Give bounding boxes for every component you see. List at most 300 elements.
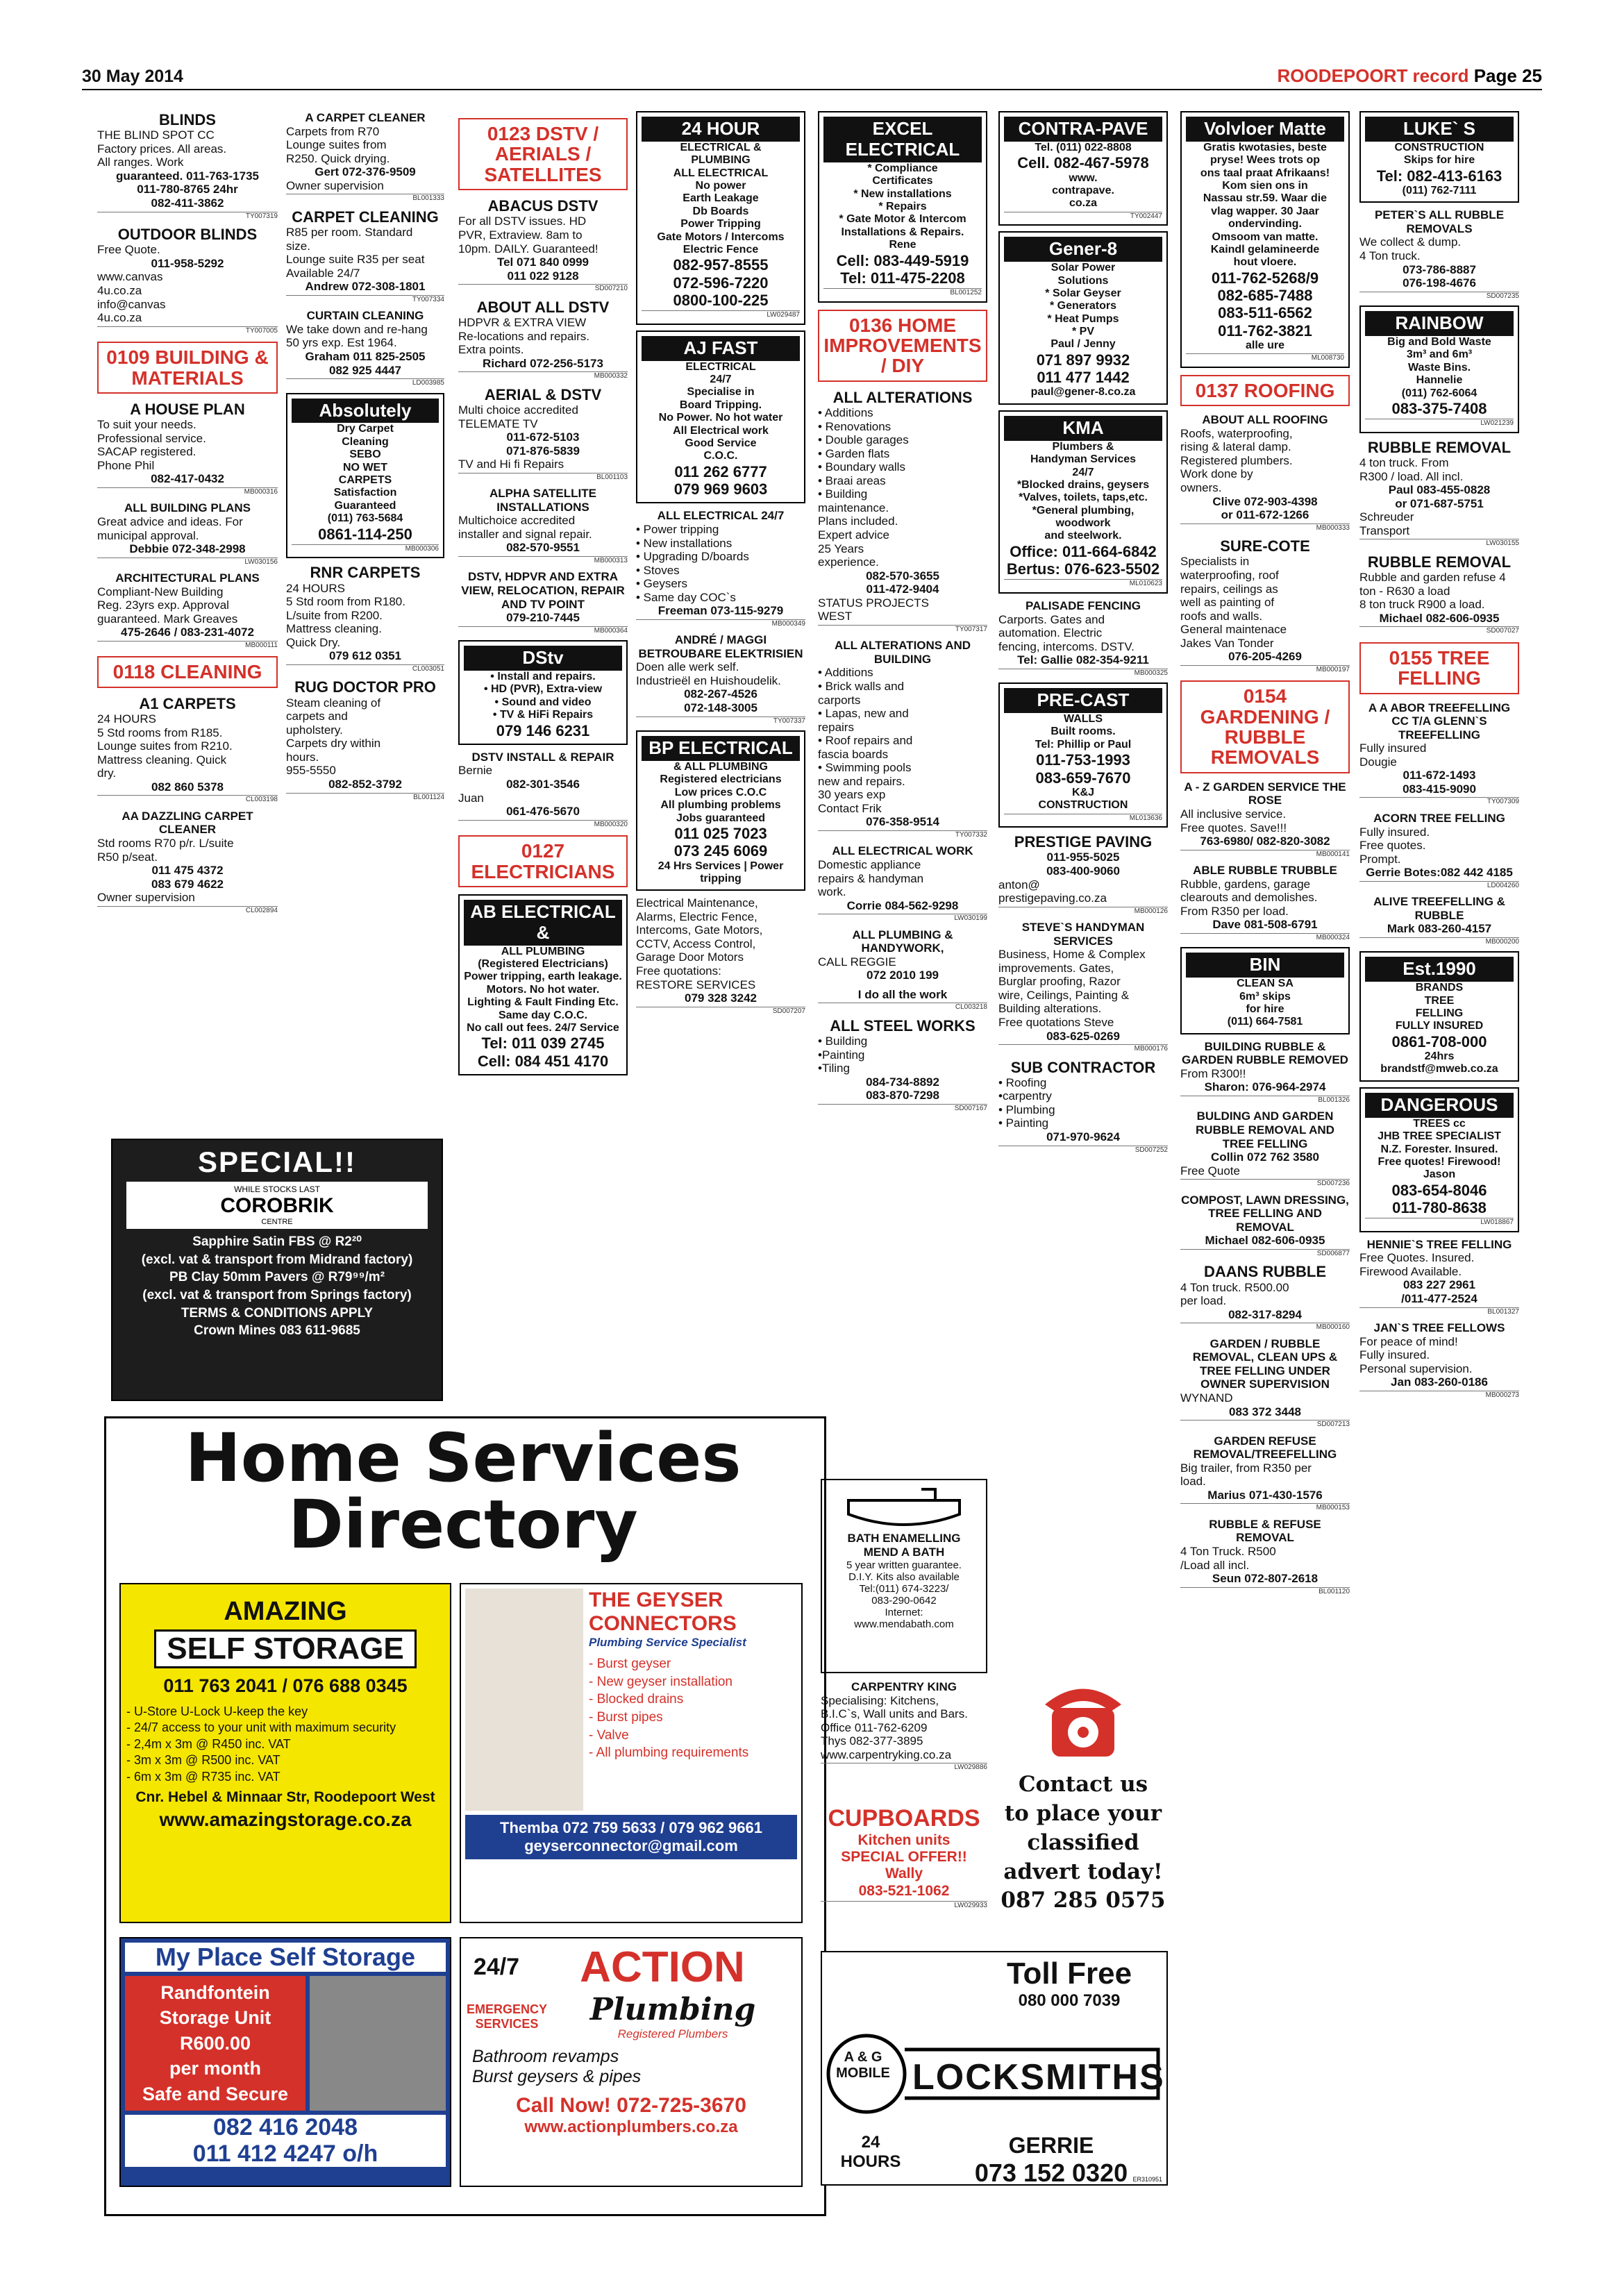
ad-line: Michael 082-606-0935 <box>1379 611 1500 625</box>
ad-ref: MB000320 <box>458 820 628 829</box>
ad-line: Mark 083-260-4157 <box>1387 922 1492 936</box>
ad-line: 082-411-3862 <box>151 196 224 210</box>
ad-ref: SD006877 <box>1180 1249 1350 1258</box>
ad-line: prestigepaving.co.za <box>998 891 1107 905</box>
ad-line: Andrew 072-308-1801 <box>305 280 426 294</box>
ad-line: TELEMATE TV <box>458 417 538 430</box>
ad-ref: LW030156 <box>97 558 278 567</box>
section-heading: 0154 GARDENING / RUBBLE REMOVALS <box>1180 680 1350 773</box>
display-line: 011 025 7023 <box>674 824 767 842</box>
ad-ref: LW021239 <box>1365 419 1514 428</box>
ad-line: Extra points. <box>458 343 524 357</box>
classified-ad <box>97 501 278 566</box>
ad-title: ARCHITECTURAL PLANS <box>115 571 260 585</box>
ad-title: SUB CONTRACTOR <box>1010 1058 1156 1076</box>
display-line: contrapave. <box>1052 184 1114 196</box>
ad-ref: MB000316 <box>97 487 278 496</box>
classified-ad <box>1180 111 1350 368</box>
ad-line: Freeman 073-115-9279 <box>658 604 784 618</box>
display-line: FULLY INSURED <box>1395 1020 1484 1032</box>
ad-line: Marius 071-430-1576 <box>1207 1488 1323 1502</box>
special-title: SPECIAL!! <box>198 1146 356 1178</box>
classified-ad <box>1359 1238 1519 1316</box>
ad-line: Free quotations: <box>636 964 721 978</box>
display-line: Power Tripping <box>680 218 761 231</box>
classified-ad <box>636 633 805 725</box>
ad-line: For all DSTV issues. HD <box>458 215 587 228</box>
ad-line: Clive 072-903-4398 <box>1212 494 1318 508</box>
ad-line: wire, Ceilings, Painting & <box>998 988 1130 1002</box>
ad-ref: MB000273 <box>1359 1391 1519 1400</box>
ad-ref: LW029487 <box>642 310 800 319</box>
display-line: hout vloere. <box>1233 256 1297 269</box>
classified-ad <box>636 111 805 325</box>
display-line: Low prices C.O.C <box>674 786 767 798</box>
ad-line: Jan 083-260-0186 <box>1391 1375 1488 1389</box>
ad-line: 082-417-0432 <box>151 472 224 486</box>
ad-line: CCTV, Access Control, <box>636 937 756 950</box>
ad-line: Compliant-New Building <box>97 585 224 598</box>
bath-enamelling-ad <box>821 1479 987 1673</box>
ad-line: automation. Electric <box>998 626 1103 640</box>
ad-line: Work done by <box>1180 467 1253 481</box>
ad-line: • Swimming pools <box>818 761 912 775</box>
action-line-1: Bathroom revamps <box>472 2047 619 2066</box>
ad-line: 24 HOURS <box>286 581 346 595</box>
ad-line: THE BLIND SPOT CC <box>97 128 215 142</box>
display-line: PRE-CAST <box>1004 688 1162 713</box>
classified-ad <box>458 487 628 564</box>
ad-ref: CL002894 <box>97 906 278 915</box>
text-line: Crown Mines 083 611-9685 <box>194 1323 360 1339</box>
ad-line: 082-852-3792 <box>328 778 402 791</box>
display-line: (011) 762-7111 <box>1402 184 1477 196</box>
corobrik-special-ad <box>111 1139 443 1401</box>
ad-title: DSTV INSTALL & REPAIR <box>471 750 614 764</box>
display-line: BRANDS <box>1415 982 1464 994</box>
text-line: SPECIAL OFFER!! <box>841 1849 967 1866</box>
geyser-email[interactable]: geyserconnector@gmail.com <box>524 1837 738 1854</box>
carpentry-title: CARPENTRY KING <box>851 1680 957 1693</box>
text-line: Sapphire Satin FBS @ R2²⁰ <box>192 1234 362 1249</box>
brand-sub: CENTRE <box>261 1218 293 1226</box>
locksmith-name: GERRIE <box>1008 2133 1094 2158</box>
locksmith-title: LOCKSMITHS <box>912 2057 1165 2097</box>
ad-line: Roofs, waterproofing, <box>1180 426 1293 440</box>
ad-line: Gert 072-376-9509 <box>315 165 416 179</box>
ad-line: 082-267-4526 <box>684 687 757 701</box>
ad-line: Fully insured. <box>1359 825 1430 839</box>
ad-line: We take down and re-hang <box>286 322 428 336</box>
display-line: woodwork <box>1055 517 1111 530</box>
display-line: All Electrical work <box>673 424 769 437</box>
display-line: * Generators <box>1049 300 1117 312</box>
classified-ad <box>1180 864 1350 941</box>
ad-line: Industrieël en Huishoudelik. <box>636 673 781 687</box>
display-line: Built rooms. <box>1050 726 1116 738</box>
classified-ad <box>1180 1518 1350 1595</box>
ad-title: ANDRÉ / MAGGI BETROUBARE ELEKTRISIEN <box>638 633 803 660</box>
ad-line: • Brick walls and <box>818 679 905 693</box>
display-line: 083-654-8046 <box>1391 1181 1487 1199</box>
display-line: LUKE` S <box>1365 117 1514 142</box>
ad-line: Contact Frik <box>818 801 882 815</box>
ad-line: Tel 071 840 0999 <box>496 255 589 269</box>
ad-line: • Stoves <box>636 563 680 577</box>
display-line: alle ure <box>1245 339 1285 351</box>
display-line: Absolutely <box>292 399 439 424</box>
ad-title: SURE-COTE <box>1220 537 1310 555</box>
display-line: CLEAN SA <box>1237 978 1294 990</box>
ad-line: • New installations <box>636 536 733 550</box>
ad-line: Firewood Available. <box>1359 1264 1462 1278</box>
action-plumbing-ad <box>460 1937 803 2187</box>
display-line: Waste Bins. <box>1407 361 1471 374</box>
text-line: 083-290-0642 <box>871 1595 937 1607</box>
classified-ad <box>998 599 1168 677</box>
text-line: www.mendabath.com <box>854 1618 954 1630</box>
column-8 <box>1359 111 1519 2236</box>
ad-line: PVR, Extraview. 8am to <box>458 228 583 242</box>
amazing-title-1: AMAZING <box>224 1597 347 1626</box>
ad-title: ACORN TREE FELLING <box>1373 811 1505 825</box>
display-line: ELECTRICAL & <box>680 141 762 153</box>
display-line: Omsoom van matte. <box>1212 231 1319 243</box>
ad-line: Factory prices. All areas. <box>97 142 227 156</box>
ad-ref: BL001124 <box>286 793 444 802</box>
amazing-storage-ad <box>119 1583 451 1923</box>
ad-line: size. <box>286 239 310 253</box>
display-line: www. <box>1069 171 1098 184</box>
ad-title: ABOUT ALL DSTV <box>476 298 610 316</box>
ad-ref: BL001252 <box>823 288 982 297</box>
hours-1: 24 <box>861 2133 880 2152</box>
ad-line: guaranteed. 011-763-1735 <box>115 169 259 183</box>
text-line: TERMS & CONDITIONS APPLY <box>181 1305 374 1321</box>
ad-line: • Building <box>818 487 868 501</box>
directory-title <box>106 1419 821 1564</box>
ad-ref: LW018867 <box>1365 1218 1514 1227</box>
display-line: 011-762-5268/9 <box>1211 269 1319 287</box>
display-line: 011-762-3821 <box>1218 321 1312 340</box>
ad-line: Steam cleaning of <box>286 696 381 710</box>
ad-line: Garage Door Motors <box>636 950 744 964</box>
classified-ad <box>1180 1337 1350 1429</box>
ad-title: RNR CARPETS <box>310 564 421 582</box>
display-line: brandstf@mweb.co.za <box>1380 1063 1498 1075</box>
emergency-1: EMERGENCY <box>466 2002 547 2016</box>
classified-ad <box>818 111 987 303</box>
classified-ad <box>998 1059 1168 1155</box>
ad-title: A1 CARPETS <box>139 694 236 712</box>
display-line: Jason <box>1423 1168 1456 1181</box>
classified-ad <box>818 1017 987 1113</box>
display-line: Kom sien ons in <box>1222 180 1308 192</box>
display-line: pryse! Wees trots op <box>1210 154 1320 167</box>
ad-ref: MB000325 <box>998 669 1168 678</box>
classified-ad <box>1359 1321 1519 1399</box>
ad-line: • Power tripping <box>636 522 719 536</box>
classified-ad <box>636 896 805 1015</box>
ad-title: ABLE RUBBLE TRUBBLE <box>1193 864 1337 878</box>
text-line: Contact us <box>1018 1772 1148 1797</box>
ad-line: Lounge suites from <box>286 138 387 152</box>
display-line: co.za <box>1069 197 1097 210</box>
classified-ad <box>458 640 628 745</box>
ad-line: All inclusive service. <box>1180 807 1287 821</box>
ad-line: • Lapas, new and <box>818 707 909 721</box>
classified-ad <box>458 197 628 293</box>
ad-ref: TY007309 <box>1359 797 1519 806</box>
ad-ref: TY007319 <box>97 212 278 221</box>
display-line: Big and Bold Waste <box>1387 336 1491 349</box>
locksmith-ref: ER310951 <box>1132 2176 1162 2183</box>
display-line: Board Tripping. <box>679 399 762 411</box>
page-number: Page 25 <box>1473 65 1542 86</box>
text-line: classified <box>1027 1829 1139 1855</box>
text-line: - 3m x 3m @ R500 inc. VAT <box>126 1753 281 1768</box>
display-line: Dry Carpet <box>337 423 394 435</box>
display-line: SEBO <box>349 449 381 461</box>
ad-line: RESTORE SERVICES <box>636 978 756 991</box>
amazing-address: Cnr. Hebel & Minnaar Str, Roodepoort West <box>135 1788 435 1805</box>
classified-ad <box>1180 1193 1350 1258</box>
action-website[interactable]: www.actionplumbers.co.za <box>524 2118 738 2136</box>
classified-ad <box>1359 951 1519 1082</box>
ad-line: Gerrie Botes:082 442 4185 <box>1366 866 1513 880</box>
ad-line: Electrical Maintenance, <box>636 896 758 910</box>
ad-title: BULDING AND GARDEN RUBBLE REMOVAL AND TREE FELLING <box>1196 1109 1334 1150</box>
section-heading: 0118 CLEANING <box>97 656 278 687</box>
text-line: PB Clay 50mm Pavers @ R79⁹⁹/m² <box>169 1270 385 1285</box>
ad-title: ALL BUILDING PLANS <box>124 501 251 515</box>
classified-ad <box>636 509 805 628</box>
ad-line: 072 2010 199 <box>867 969 939 982</box>
ad-line: 30 years exp <box>818 788 886 802</box>
ad-line: Quick Dry. <box>286 635 341 649</box>
display-line: • Sound and video <box>494 696 592 708</box>
ad-ref: CL003218 <box>818 1003 987 1012</box>
ad-line: 082-301-3546 <box>506 777 580 791</box>
display-line: Power tripping, earth leakage. <box>464 971 622 983</box>
ad-line: We collect & dump. <box>1359 235 1462 249</box>
ad-title: ALIVE TREEFELLING & RUBBLE <box>1373 895 1505 922</box>
display-line: DANGEROUS <box>1365 1093 1514 1118</box>
classified-ad <box>286 393 444 559</box>
ad-title: GARDEN / RUBBLE REMOVAL, CLEAN UPS & TREE FELLING UNDER OWNER SUPERVISION <box>1192 1336 1338 1391</box>
action-line-2: Burst geysers & pipes <box>472 2067 642 2086</box>
display-line: 24/7 <box>1072 466 1094 478</box>
ad-title: RUBBLE & REFUSE REMOVAL <box>1209 1517 1321 1545</box>
ad-line: Expert advice <box>818 528 889 542</box>
ad-line: • Plumbing <box>998 1103 1055 1116</box>
text-line: Internet: <box>885 1607 923 1618</box>
bath-icon <box>825 1483 983 1532</box>
ad-line: All ranges. Work <box>97 156 184 169</box>
ad-title: ABACUS DSTV <box>487 197 598 215</box>
myplace-phone-1: 082 416 2048 <box>213 2114 358 2141</box>
ad-line: Paul 083-455-0828 <box>1388 483 1491 497</box>
bath-lines <box>825 1559 983 1630</box>
display-line: Tel: 082-413-6163 <box>1376 167 1502 185</box>
ad-line: Jakes Van Tonder <box>1180 636 1274 650</box>
ad-line: 4 ton truck. From <box>1359 456 1449 470</box>
ad-title: ALL ELECTRICAL 24/7 <box>657 509 785 523</box>
header-rule <box>82 89 1542 90</box>
ad-line: fascia boards <box>818 747 889 761</box>
ad-line: 5 Std rooms from R185. <box>97 726 223 739</box>
ad-title: PRESTIGE PAVING <box>1014 833 1153 851</box>
display-line: Tel: 011 039 2745 <box>481 1034 605 1053</box>
display-line: Specialise in <box>687 386 755 399</box>
display-line: Gratis kwotasies, beste <box>1203 141 1327 153</box>
classified-ad <box>1180 537 1350 673</box>
ad-ref: MB000349 <box>636 619 805 628</box>
text-line: - 2,4m x 3m @ R450 inc. VAT <box>126 1736 291 1751</box>
ad-line: Lounge suites from R210. <box>97 739 233 753</box>
display-line: 083-511-6562 <box>1218 304 1312 322</box>
ad-line: From R350 per load. <box>1180 904 1289 918</box>
ad-line: 011 475 4372 <box>151 864 224 878</box>
ad-line: owners. <box>1180 481 1222 494</box>
display-line: Lighting & Fault Finding Etc. <box>467 996 619 1009</box>
display-line: Same day C.O.C. <box>498 1009 588 1021</box>
classified-ad <box>458 894 628 1075</box>
ad-line: Great advice and ideas. For municipal approval. <box>97 515 243 542</box>
ad-line: 011-780-8765 24hr <box>137 183 238 196</box>
display-line: *Valves, toilets, taps,etc. <box>1019 492 1148 504</box>
text-line: 087 285 0575 <box>1001 1888 1166 1913</box>
ad-line: 25 Years <box>818 542 864 555</box>
text-line: - 6m x 3m @ R735 inc. VAT <box>126 1769 281 1784</box>
text-line: Randfontein <box>160 1982 270 2003</box>
display-line: Solutions <box>1057 274 1109 287</box>
display-line: 072-596-7220 <box>673 274 769 292</box>
classified-ad <box>998 231 1168 405</box>
column-7 <box>1180 111 1350 2236</box>
hours-2: HOURS <box>840 2152 901 2171</box>
ad-line: 082-317-8294 <box>1228 1307 1302 1321</box>
display-line: 082-957-8555 <box>673 256 769 274</box>
text-line: Office 011-762-6209 <box>821 1720 928 1734</box>
ad-line: hours. <box>286 750 319 764</box>
ad-line: anton@ <box>998 878 1040 891</box>
ad-ref: TY007317 <box>818 625 987 634</box>
display-line: • Install and repairs. <box>490 671 596 683</box>
ad-line: WEST <box>818 610 853 623</box>
ad-line: • Roof repairs and <box>818 734 913 748</box>
display-line: Db Boards <box>692 205 749 217</box>
ad-line: 4u.co.za <box>97 311 142 325</box>
display-line: (Registered Electricians) <box>478 958 608 971</box>
classified-ad <box>97 571 278 649</box>
classified-ad <box>998 410 1168 594</box>
ad-title: CURTAIN CLEANING <box>306 309 424 323</box>
locksmith-phone: 073 152 0320 <box>974 2159 1128 2187</box>
ad-ref: BL001103 <box>458 473 628 482</box>
ad-line: 4u.co.za <box>97 284 142 298</box>
ad-line: From R300!! <box>1180 1066 1246 1080</box>
ad-line: •Painting <box>818 1048 865 1062</box>
ad-ref: BL001327 <box>1359 1307 1519 1316</box>
ad-line: Fully insured <box>1359 741 1427 755</box>
ad-ref: SD007210 <box>458 284 628 293</box>
ad-line: 082-570-3655 <box>866 569 939 583</box>
display-line: and steelwork. <box>1044 530 1122 542</box>
ad-line: www.canvas <box>97 270 163 284</box>
plumber-image <box>465 1589 583 1811</box>
ad-line: Free Quote <box>1180 1164 1240 1178</box>
text-line: 5 year written guarantee. <box>846 1559 962 1571</box>
ad-ref: LD004260 <box>1359 881 1519 890</box>
ad-title: STEVE`S HANDYMAN SERVICES <box>1021 921 1145 948</box>
text-line: - 24/7 access to your unit with maximum security <box>126 1720 396 1735</box>
display-line: Electric Fence <box>683 244 759 256</box>
ad-ref: CL003198 <box>97 795 278 804</box>
amazing-website[interactable]: www.amazingstorage.co.za <box>159 1808 412 1830</box>
ad-line: 083-400-9060 <box>1046 864 1120 878</box>
ad-line: Free quotations Steve <box>998 1015 1114 1029</box>
display-line: KMA <box>1004 416 1162 441</box>
text-line: Wally <box>885 1866 923 1882</box>
ad-ref: SD007027 <box>1359 626 1519 635</box>
display-line: * Heat Pumps <box>1047 312 1119 325</box>
cupboards-lines <box>821 1832 987 1900</box>
display-line: 24/7 <box>710 374 732 386</box>
ad-line: 073-786-8887 <box>1403 262 1476 276</box>
ad-ref: MB000160 <box>1180 1323 1350 1332</box>
ad-ref: SD007235 <box>1359 292 1519 301</box>
ad-ref: MB000364 <box>458 626 628 635</box>
display-line: Rene <box>889 239 916 251</box>
ad-line: Schreuder <box>1359 510 1414 524</box>
display-line: 011 477 1442 <box>1037 369 1130 387</box>
ad-ref: TY007334 <box>286 295 444 304</box>
ad-line: 011-672-1493 <box>1403 769 1476 782</box>
ad-line: Rubble and garden refuse 4 <box>1359 571 1506 585</box>
ad-ref: CL003051 <box>286 664 444 673</box>
ad-line: Lounge suite R35 per seat <box>286 253 425 267</box>
brand-name: COROBRIK <box>220 1194 334 1217</box>
column-4 <box>636 111 805 1402</box>
ad-line: 955-5550 <box>286 764 336 778</box>
ad-line: • Additions <box>818 666 873 680</box>
display-line: Paul / Jenny <box>1050 338 1116 351</box>
ad-line: fencing, intercoms. DSTV. <box>998 639 1135 653</box>
display-line: Cell. 082-467-5978 <box>1017 154 1149 172</box>
ad-line: • Garden flats <box>818 446 890 460</box>
ad-line: Collin 072 762 3580 <box>1211 1150 1319 1164</box>
display-line: Earth Leakage <box>683 192 759 205</box>
ad-line: Professional service. <box>97 431 206 445</box>
ad-line: Rubble, gardens, garage <box>1180 877 1311 891</box>
ad-ref: MB000176 <box>998 1044 1168 1053</box>
ad-line: carpets and <box>286 710 348 723</box>
display-line: 24 HOUR <box>642 117 800 142</box>
display-line: Free quotes! Firewood! <box>1378 1155 1501 1168</box>
display-line: • TV & HiFi Repairs <box>492 709 594 721</box>
action-247: 24/7 <box>473 1954 520 1980</box>
geyser-title-1: THE GEYSER <box>589 1589 723 1611</box>
display-line: TREES cc <box>1413 1117 1466 1130</box>
ad-line: 076-358-9514 <box>866 815 939 829</box>
display-line: WALLS <box>1064 713 1103 726</box>
text-line: - Burst geyser <box>589 1657 671 1671</box>
ad-line: 011-958-5292 <box>151 256 224 270</box>
display-line: Office: 011-664-6842 <box>1010 542 1157 560</box>
ad-line: new and repairs. <box>818 774 905 788</box>
ad-line: carports <box>818 693 861 707</box>
